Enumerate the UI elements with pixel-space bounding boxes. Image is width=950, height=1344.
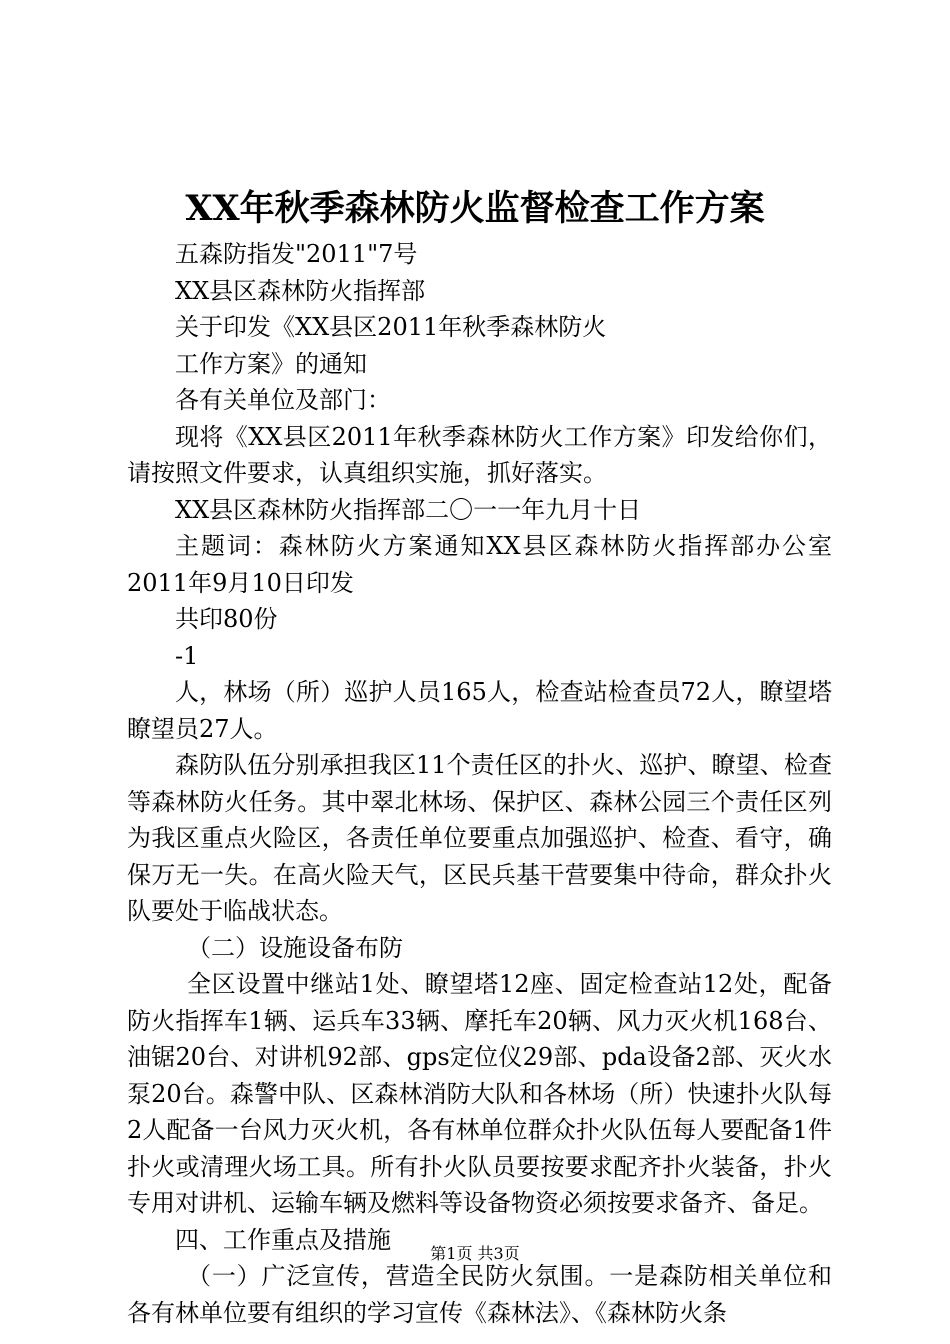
keywords: 主题词：森林防火方案通知XX县区森林防火指挥部办公室2011年9月10日印发 [127, 532, 832, 597]
notice-title-line-2: 工作方案》的通知 [175, 349, 367, 378]
issuer: XX县区森林防火指挥部 [175, 276, 426, 305]
doc-number: 五森防指发"2011"7号 [175, 240, 418, 268]
publicity-paragraph: （一）广泛宣传，营造全民防火氛围。一是森防相关单位和各有林单位要有组织的学习宣传《森林法》、《森林防火条 [127, 1262, 832, 1327]
document-title: XX年秋季森林防火监督检查工作方案 [185, 188, 765, 229]
section-heading-four: 四、工作重点及措施 [175, 1225, 391, 1254]
personnel-paragraph: 人，林场（所）巡护人员165人，检查站检查员72人，瞭望塔瞭望员27人。 [127, 678, 832, 743]
facilities-paragraph: 全区设置中继站1处、瞭望塔12座、固定检查站12处，配备防火指挥车1辆、运兵车33辆、摩托车20辆、风力灭火机168台、油锯20台、对讲机92部、gps定位仪29部、pda设备2部、灭火水泵20台。森警中队、区森林消防大队和各林场（所）快速扑火队每2人配备一台风力灭火机，各有林单位群众扑火队伍每人要配备1件扑火或清理火场工具。所有扑火队员要按要求配齐扑火装备，扑火专用对讲机、运输车辆及燃料等设备物资必须按要求备齐、备足。 [127, 970, 832, 1217]
section-heading-facilities: （二）设施设备布防 [187, 933, 403, 962]
page-footer: 第1页 共3页 [430, 1244, 520, 1263]
document-body [127, 236, 832, 1331]
signature: XX县区森林防火指挥部二〇一一年九月十日 [175, 495, 642, 524]
notice-title-line-1: 关于印发《XX县区2011年秋季森林防火 [175, 313, 607, 341]
copies: 共印80份 [175, 605, 278, 633]
teams-paragraph: 森防队伍分别承担我区11个责任区的扑火、巡护、瞭望、检查等森林防火任务。其中翠北林场、保护区、森林公园三个责任区列为我区重点火险区，各责任单位要重点加强巡护、检查、看守，确保万无一失。在高火险天气，区民兵基干营要集中待命，群众扑火队要处于临战状态。 [127, 751, 832, 925]
salutation: 各有关单位及部门： [175, 386, 391, 414]
page-marker: -1 [175, 641, 199, 670]
notice-body: 现将《XX县区2011年秋季森林防火工作方案》印发给你们，请按照文件要求，认真组织实施，抓好落实。 [127, 422, 832, 487]
